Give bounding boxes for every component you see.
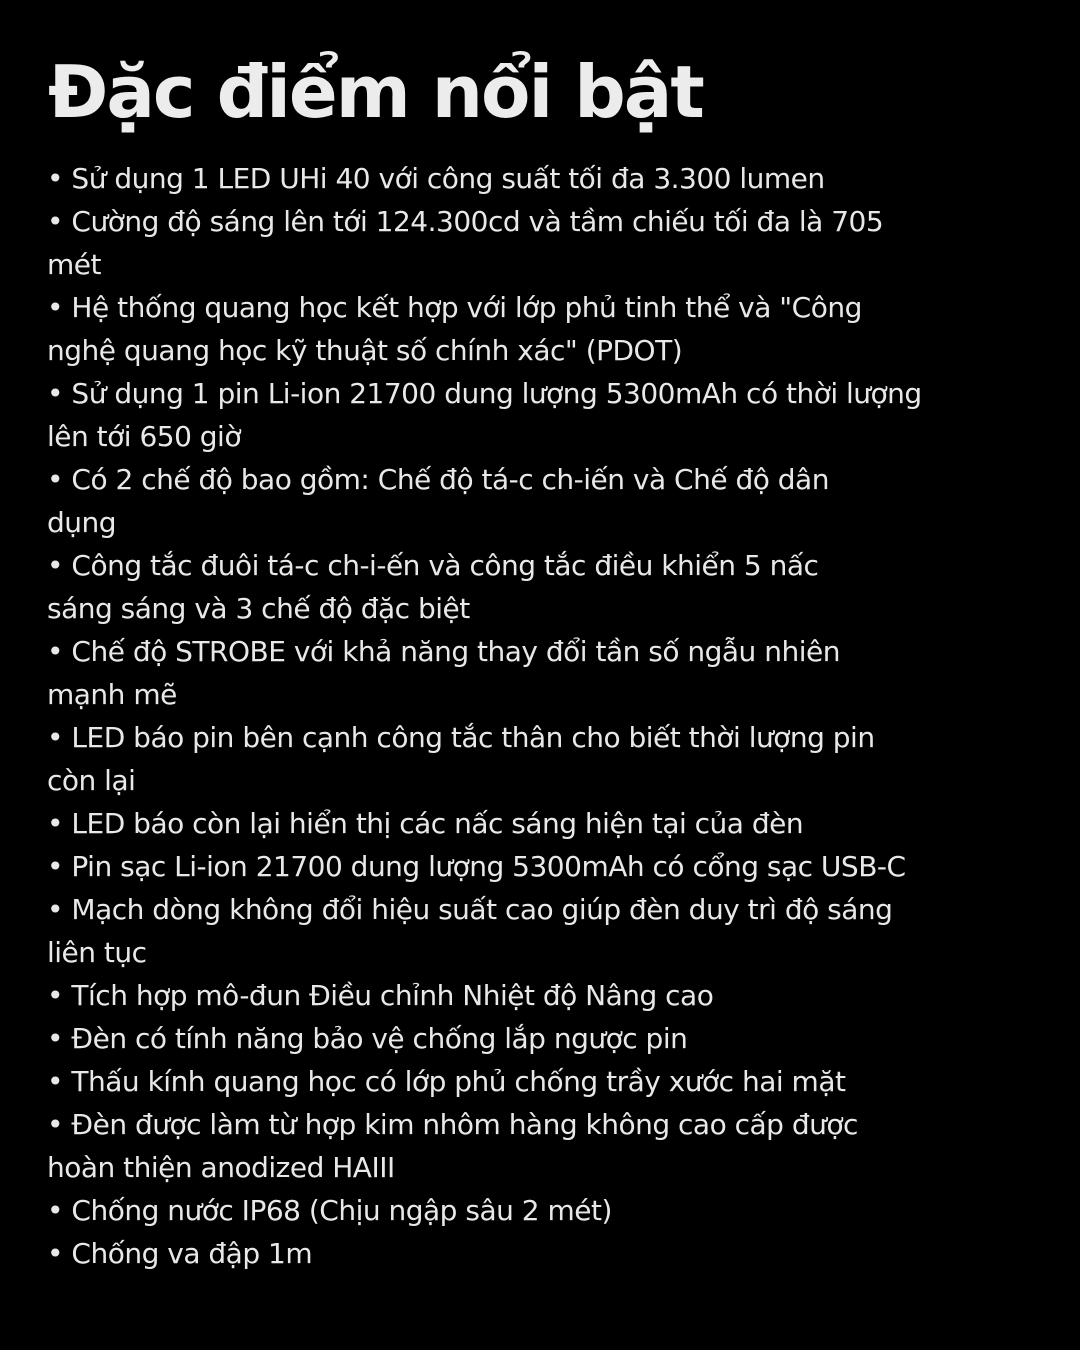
- feature-item: [47, 845, 1069, 888]
- feature-text-line: • Tích hợp mô-đun Điều chỉnh Nhiệt độ Nâng cao: [47, 979, 714, 1012]
- feature-text-line: • LED báo pin bên cạnh công tắc thân cho biết thời lượng pin: [47, 721, 875, 754]
- feature-text-line: • Sử dụng 1 pin Li-ion 21700 dung lượng 5300mAh có thời lượng: [47, 377, 922, 410]
- feature-text-line: • Đèn được làm từ hợp kim nhôm hàng không cao cấp được: [47, 1108, 858, 1141]
- feature-text-line: • LED báo còn lại hiển thị các nấc sáng hiện tại của đèn: [47, 807, 804, 840]
- feature-text-line: • Có 2 chế độ bao gồm: Chế độ tá-c ch-iến và Chế độ dân: [47, 463, 829, 496]
- feature-text-line: • Chống nước IP68 (Chịu ngập sâu 2 mét): [47, 1194, 612, 1227]
- feature-item: [47, 1189, 1069, 1232]
- feature-text-line: dụng: [47, 506, 117, 539]
- feature-text-line: • Sử dụng 1 LED UHi 40 với công suất tối đa 3.300 lumen: [47, 162, 825, 195]
- feature-item: [47, 200, 1069, 286]
- feature-text-line: liên tục: [47, 936, 147, 969]
- feature-item: [47, 286, 1069, 372]
- feature-text-line: • Mạch dòng không đổi hiệu suất cao giúp đèn duy trì độ sáng: [47, 893, 893, 926]
- feature-text-line: • Chống va đập 1m: [47, 1237, 313, 1270]
- feature-item: [47, 1103, 1069, 1189]
- feature-item: [47, 544, 1069, 630]
- feature-item: [47, 372, 1069, 458]
- feature-item: [47, 888, 1069, 974]
- feature-item: [47, 157, 1069, 200]
- feature-text-line: • Pin sạc Li-ion 21700 dung lượng 5300mAh có cổng sạc USB-C: [47, 850, 906, 883]
- feature-text-line: mét: [47, 248, 101, 281]
- feature-text-line: sáng sáng và 3 chế độ đặc biệt: [47, 592, 470, 625]
- feature-item: [47, 630, 1069, 716]
- feature-text-line: • Đèn có tính năng bảo vệ chống lắp ngược pin: [47, 1022, 688, 1055]
- feature-item: [47, 1232, 1069, 1275]
- feature-text-line: nghệ quang học kỹ thuật số chính xác" (PDOT): [47, 334, 683, 367]
- feature-item: [47, 802, 1069, 845]
- feature-text-line: hoàn thiện anodized HAIII: [47, 1151, 395, 1184]
- feature-text-line: mạnh mẽ: [47, 678, 177, 711]
- page-title: Đặc điểm nổi bật: [48, 50, 703, 134]
- feature-text-line: • Công tắc đuôi tá-c ch-i-ến và công tắc điều khiển 5 nấc: [47, 549, 819, 582]
- feature-item: [47, 458, 1069, 544]
- feature-text-line: • Hệ thống quang học kết hợp với lớp phủ tinh thể và "Công: [47, 291, 862, 324]
- feature-text-line: • Thấu kính quang học có lớp phủ chống trầy xước hai mặt: [47, 1065, 846, 1098]
- feature-item: [47, 1017, 1069, 1060]
- feature-text-line: • Chế độ STROBE với khả năng thay đổi tần số ngẫu nhiên: [47, 635, 840, 668]
- feature-item: [47, 716, 1069, 802]
- feature-text-line: • Cường độ sáng lên tới 124.300cd và tầm chiếu tối đa là 705: [47, 205, 884, 238]
- feature-list: [47, 157, 1069, 1275]
- feature-text-line: còn lại: [47, 764, 136, 797]
- feature-text-line: lên tới 650 giờ: [47, 420, 241, 453]
- feature-item: [47, 1060, 1069, 1103]
- feature-item: [47, 974, 1069, 1017]
